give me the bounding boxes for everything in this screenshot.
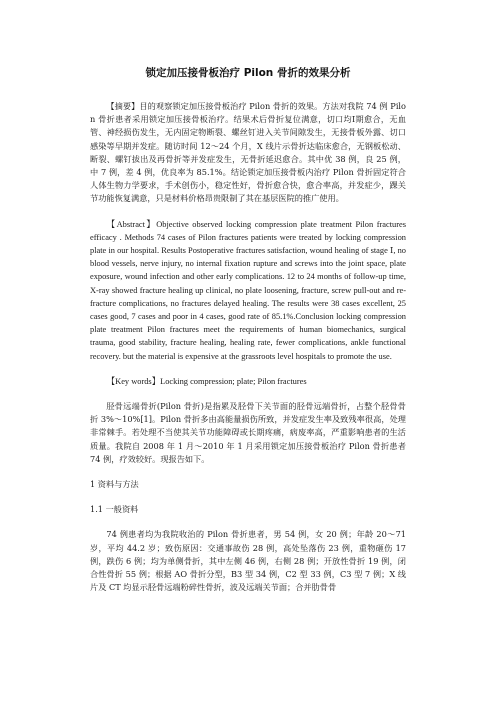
- abstract-cn-label: 【摘要】: [106, 101, 140, 111]
- paper-title: 锁定加压接骨板治疗 Pilon 骨折的效果分析: [145, 67, 351, 79]
- keywords: [90, 375, 406, 388]
- keywords-label: 【Key words】: [106, 376, 161, 386]
- intro-paragraph: 胫骨远端骨折(Pilon 骨折)是指累及胫骨下关节面的胫骨远端骨折，占整个胫骨骨折 3%～10%[1]。Pilon 骨折多由高能量损伤所致，并发症发生率及致残率很高，处理非常棘手。若处理不当使其关节功能障碍或长期疼痛，病废率高，严重影响患者的生活质量。我院自 2008 年 1 月～2010 年 1 月采用锁定加压接骨板治疗 Pilon 骨折患者 74 例，疗效较好。现报告如下。: [90, 401, 406, 464]
- general-info-paragraph: 74 例患者均为我院收治的 Pilon 骨折患者，男 54 例，女 20 例；年龄 20～71 岁，平均 44.2 岁；致伤原因：交通事故伤 28 例，高处坠落伤 23 例，重物砸伤 17 例，跌伤 6 例；均为单侧骨折，其中左侧 46 例，右侧 28 例；开放性骨折 19 例，闭合性骨折 55 例；根据 AO 骨折分型，B3 型 34 例，C2 型 33 例，C3 型 7 例；X 线片及 CT 均显示胫骨远端粉碎性骨折，波及远端关节面；合并肋骨骨: [90, 529, 406, 593]
- abstract-cn-text: 目的观察锁定加压接骨板治疗 Pilon 骨折的效果。方法对我院 74 例 Pilon 骨折患者采用锁定加压接骨板治疗。结果术后骨折复位满意，切口均Ⅰ期愈合，无血管、神经损伤发生，无内固定物断裂、螺丝钉进入关节间隙发生，无接骨板外露、切口感染等早期并发症。随访时间 12～24 个月，X 线片示骨折达临床愈合，无钢板松动、断裂、螺钉拔出及再骨折等并发症发生，无骨折延迟愈合。其中优 38 例，良 25 例，中 7 例，差 4 例，优良率为 85.1%。结论锁定加压接骨板内治疗 Pilon 骨折固定符合人体生物力学要求，手术创伤小，稳定性好，骨折愈合快，愈合率高，并发症少，踝关节功能恢复满意，只是材料价格昂贵限制了其在基层医院的推广使用。: [90, 101, 406, 204]
- abstract-en-label: 【Abstract】: [106, 219, 157, 229]
- abstract-en-text: Objective observed locking compression plate treatment Pilon fractures efficacy . Methods 74 cases of Pilon fractures patients were treated by locking compression plate in our hospital. Results Postoperative fractures satisfaction, wound healing of stage Ⅰ, no blood vessels, nerve injury, no internal fixation rupture and screws into the joint space, plate exposure, wound infection and other early complications. 12 to 24 months of follow-up time, X-ray showed fracture healing up clinical, no plate loosening, fracture, screw pull-out and re-fracture complications, no fractures delayed healing. The results were 38 cases excellent, 25 cases good, 7 cases and poor in 4 cases, good rate of 85.1%.Conclusion locking compression plate treatment Pilon fractures meet the requirements of human biomechanics, surgical trauma, good stability, fracture healing, healing rate, fewer complications, ankle functional recovery. but the material is expensive at the grassroots level hospitals to promote the use.: [90, 219, 407, 361]
- section-heading-1: 1 资料与方法: [90, 479, 139, 490]
- section-heading-1-1: 1.1 一般资料: [90, 504, 139, 515]
- keywords-text: Locking compression; plate; Pilon fractures: [160, 376, 307, 386]
- abstract-cn: [90, 100, 406, 206]
- abstract-en: [90, 218, 406, 363]
- paper-body: [90, 66, 406, 607]
